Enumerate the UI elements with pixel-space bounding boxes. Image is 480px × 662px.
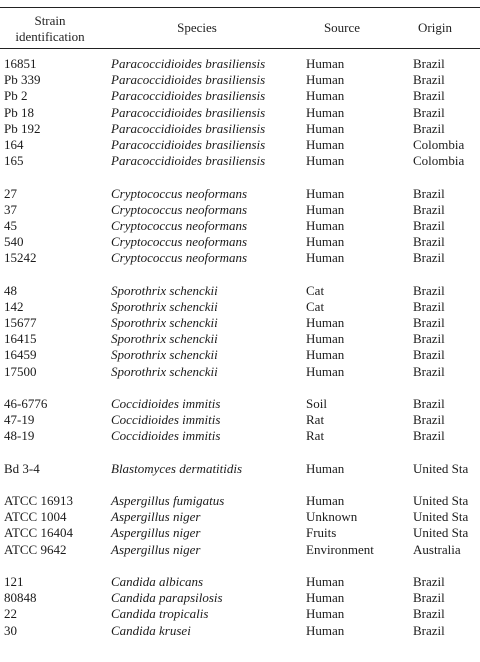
species-cell: Candida albicans: [111, 574, 204, 589]
strain-id-cell: 17500: [4, 363, 37, 379]
source-cell: Rat: [306, 412, 325, 428]
species-cell: Cryptococcus neoformans: [111, 217, 248, 233]
table-row: [0, 299, 480, 315]
strain-id-cell: 22: [4, 606, 17, 622]
species-cell: Paracoccidioides brasiliensis: [111, 72, 266, 88]
source-cell: Fruits: [306, 525, 337, 541]
origin-cell: Brazil: [413, 185, 445, 201]
table-row: [0, 461, 480, 477]
species-cell: Paracoccidioides brasiliensis: [111, 88, 266, 104]
source-cell: Human: [306, 590, 345, 606]
species-cell: Paracoccidioides brasiliensis: [111, 104, 266, 120]
origin-cell: Brazil: [413, 234, 445, 250]
table-row: [0, 509, 480, 525]
table-row: [0, 56, 480, 72]
source-cell: Human: [306, 153, 345, 169]
source-cell: Human: [306, 574, 345, 589]
table-row: [0, 234, 480, 250]
table-row: [0, 428, 480, 444]
strain-id-cell: 30: [4, 622, 17, 638]
group-spacer: [0, 558, 480, 574]
origin-cell: Brazil: [413, 88, 445, 104]
origin-cell: Brazil: [413, 412, 445, 428]
strain-id-cell: 15677: [4, 315, 37, 330]
origin-cell: Brazil: [413, 606, 445, 622]
table-row: [0, 153, 480, 169]
strain-id-cell: 164: [4, 136, 24, 152]
origin-cell: Brazil: [413, 331, 445, 347]
strain-id-cell: Pb 2: [4, 88, 28, 104]
source-cell: Environment: [306, 541, 374, 557]
table-top-rule: [0, 7, 480, 8]
table-row: [0, 105, 480, 121]
species-cell: Aspergillus fumigatus: [111, 493, 225, 509]
source-cell: Human: [306, 250, 345, 266]
table-row: [0, 396, 480, 412]
source-cell: Human: [306, 363, 345, 379]
table-row: [0, 525, 480, 541]
column-header-origin: Origin: [418, 20, 452, 35]
source-cell: Human: [306, 136, 345, 152]
strain-id-cell: 540: [4, 234, 24, 250]
source-cell: Rat: [306, 428, 325, 444]
species-cell: Cryptococcus neoformans: [111, 250, 248, 266]
species-cell: Coccidioides immitis: [111, 395, 221, 411]
table-row: [0, 283, 480, 299]
species-cell: Paracoccidioides brasiliensis: [111, 120, 266, 136]
origin-cell: Brazil: [413, 282, 445, 298]
source-cell: Unknown: [306, 509, 358, 525]
strain-id-cell: 47-19: [4, 412, 35, 428]
origin-cell: Brazil: [413, 428, 445, 444]
origin-cell: Brazil: [413, 347, 445, 363]
table-row: [0, 493, 480, 509]
strain-id-cell: ATCC 9642: [4, 541, 67, 557]
species-cell: Candida parapsilosis: [111, 590, 223, 606]
table-row: [0, 364, 480, 380]
source-cell: Cat: [306, 298, 325, 314]
source-cell: Human: [306, 185, 345, 201]
strain-id-cell: 121: [4, 574, 24, 589]
species-cell: Candida krusei: [111, 622, 191, 638]
table-row: [0, 347, 480, 363]
strain-id-cell: 16459: [4, 347, 37, 363]
species-cell: Aspergillus niger: [111, 509, 201, 525]
species-cell: Sporothrix schenckii: [111, 315, 218, 330]
table-row: [0, 218, 480, 234]
table-row: [0, 542, 480, 558]
strain-id-cell: 45: [4, 217, 17, 233]
species-cell: Coccidioides immitis: [111, 428, 221, 444]
strain-id-cell: ATCC 16404: [4, 525, 73, 541]
species-cell: Sporothrix schenckii: [111, 331, 218, 347]
species-cell: Coccidioides immitis: [111, 412, 221, 428]
group-spacer: [0, 380, 480, 396]
table-row: [0, 250, 480, 266]
origin-cell: United Sta: [413, 509, 469, 525]
source-cell: Human: [306, 120, 345, 136]
source-cell: Human: [306, 315, 345, 330]
table-row: [0, 331, 480, 347]
origin-cell: Brazil: [413, 120, 445, 136]
strain-id-cell: 48-19: [4, 428, 35, 444]
strain-id-cell: Pb 18: [4, 104, 34, 120]
origin-cell: Brazil: [413, 104, 445, 120]
origin-cell: Colombia: [413, 136, 465, 152]
table-row: [0, 72, 480, 88]
origin-cell: Brazil: [413, 250, 445, 266]
source-cell: Human: [306, 331, 345, 347]
table-row: [0, 623, 480, 639]
origin-cell: Brazil: [413, 72, 445, 88]
origin-cell: Colombia: [413, 153, 465, 169]
source-cell: Human: [306, 88, 345, 104]
origin-cell: Brazil: [413, 201, 445, 217]
species-cell: Blastomyces dermatitidis: [111, 460, 243, 476]
species-cell: Sporothrix schenckii: [111, 282, 218, 298]
table-row: [0, 186, 480, 202]
source-cell: Human: [306, 217, 345, 233]
strain-id-cell: 16851: [4, 56, 37, 71]
table-row: [0, 88, 480, 104]
strain-id-cell: Pb 192: [4, 120, 41, 136]
table-row: [0, 606, 480, 622]
origin-cell: United Sta: [413, 493, 469, 509]
strain-id-cell: 48: [4, 282, 17, 298]
origin-cell: Brazil: [413, 574, 445, 589]
table-row: [0, 574, 480, 590]
group-spacer: [0, 169, 480, 185]
species-cell: Paracoccidioides brasiliensis: [111, 56, 266, 71]
origin-cell: United Sta: [413, 460, 469, 476]
origin-cell: Brazil: [413, 590, 445, 606]
source-cell: Human: [306, 104, 345, 120]
table-row: [0, 412, 480, 428]
table-row: [0, 315, 480, 331]
strain-id-cell: 165: [4, 153, 24, 169]
table-row: [0, 137, 480, 153]
source-cell: Human: [306, 606, 345, 622]
group-spacer: [0, 445, 480, 461]
strain-id-cell: ATCC 1004: [4, 509, 67, 525]
origin-cell: Brazil: [413, 363, 445, 379]
species-cell: Sporothrix schenckii: [111, 347, 218, 363]
species-cell: Aspergillus niger: [111, 525, 201, 541]
origin-cell: Brazil: [413, 56, 445, 71]
source-cell: Human: [306, 347, 345, 363]
strain-id-cell: 15242: [4, 250, 37, 266]
column-header-source: Source: [323, 20, 361, 35]
origin-cell: Brazil: [413, 395, 445, 411]
origin-cell: Brazil: [413, 622, 445, 638]
group-spacer: [0, 266, 480, 282]
origin-cell: Brazil: [413, 217, 445, 233]
group-spacer: [0, 477, 480, 493]
species-cell: Sporothrix schenckii: [111, 298, 218, 314]
source-cell: Human: [306, 56, 345, 71]
strain-id-cell: 16415: [4, 331, 37, 347]
origin-cell: Brazil: [413, 315, 445, 330]
strain-id-cell: ATCC 16913: [4, 493, 73, 509]
column-header-strain: [4, 13, 96, 45]
strain-id-cell: 46-6776: [4, 395, 48, 411]
strain-id-cell: 80848: [4, 590, 37, 606]
species-cell: Sporothrix schenckii: [111, 363, 218, 379]
origin-cell: Australia: [413, 541, 461, 557]
strain-id-cell: 142: [4, 298, 24, 314]
species-cell: Aspergillus niger: [111, 541, 201, 557]
strain-id-cell: 37: [4, 201, 17, 217]
source-cell: Human: [306, 234, 345, 250]
strain-id-cell: Pb 339: [4, 72, 41, 88]
species-cell: Paracoccidioides brasiliensis: [111, 153, 266, 169]
table-body: [0, 56, 480, 639]
source-cell: Soil: [306, 395, 327, 411]
origin-cell: United Sta: [413, 525, 469, 541]
source-cell: Cat: [306, 282, 325, 298]
species-cell: Cryptococcus neoformans: [111, 201, 248, 217]
species-cell: Candida tropicalis: [111, 606, 209, 622]
column-header-strain-line1: Strain: [34, 13, 66, 28]
table-row: [0, 202, 480, 218]
species-cell: Cryptococcus neoformans: [111, 185, 248, 201]
column-header-strain-line2: identification: [15, 29, 85, 44]
table-row: [0, 590, 480, 606]
strain-id-cell: Bd 3-4: [4, 460, 40, 476]
header-bottom-rule: [0, 48, 480, 49]
source-cell: Human: [306, 201, 345, 217]
strain-id-cell: 27: [4, 185, 17, 201]
source-cell: Human: [306, 493, 345, 509]
table-row: [0, 121, 480, 137]
column-header-species: Species: [177, 20, 217, 35]
source-cell: Human: [306, 622, 345, 638]
source-cell: Human: [306, 72, 345, 88]
origin-cell: Brazil: [413, 298, 445, 314]
species-cell: Cryptococcus neoformans: [111, 234, 248, 250]
source-cell: Human: [306, 460, 345, 476]
species-cell: Paracoccidioides brasiliensis: [111, 136, 266, 152]
